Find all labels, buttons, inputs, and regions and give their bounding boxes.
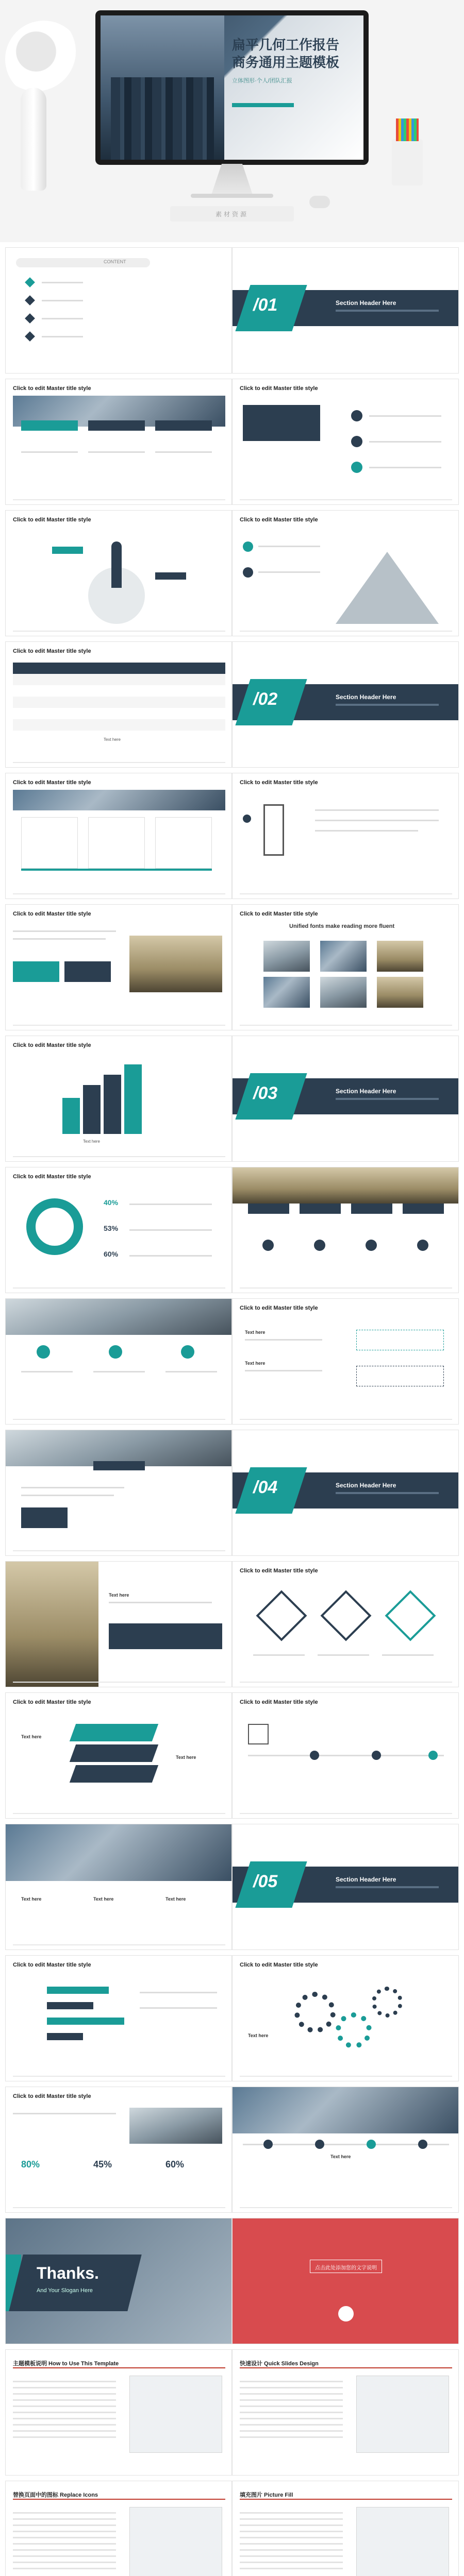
slide-photo-boxes [5,379,232,505]
city-photo [101,15,224,160]
slide-building-split [5,1561,232,1687]
text-here: Text here [83,1139,100,1144]
keyboard [170,206,294,222]
percent-value: 45% [93,2159,112,2170]
text-here: Text here [21,1734,42,1739]
slide-title: Click to edit Master title style [240,517,318,523]
cover-title-line2: 商务通用主题模板 [232,55,340,70]
text-here: Text here [109,1592,129,1598]
thanks-slogan: And Your Slogan Here [37,2287,93,2294]
slide-three-percents [5,2087,232,2213]
text-here: Text here [176,1755,196,1760]
slide-title: Click to edit Master title style [13,385,91,392]
guide-title: 填充图片 Picture Fill [240,2492,293,2498]
slide-thanks [5,2218,232,2344]
slide-door-figure [232,773,459,899]
slide-callouts [232,1298,459,1425]
slide-title: Click to edit Master title style [240,1305,318,1311]
slide-title: Click to edit Master title style [13,1699,91,1705]
text-here: Text here [330,2154,351,2159]
guide-quick-design [232,2349,459,2476]
slide-winter-photo [5,1430,232,1556]
slide-chart-photo [5,904,232,1030]
info-icon [338,2306,354,2321]
slide-percent-ring [5,1167,232,1293]
section-number: /03 [253,1083,278,1103]
slide-title: Click to edit Master title style [240,1699,318,1705]
vase-decoration [21,88,46,191]
slide-section-03 [232,1036,459,1162]
section-header: Section Header Here [336,299,396,307]
red-slide-text: 点击此处添加您的文字说明 [315,2265,377,2271]
section-header: Section Header Here [336,1876,396,1883]
guide-replace-icons [5,2481,232,2576]
cover-subtitle: 立体图形·个人/团队汇报 [232,78,292,84]
text-here: Text here [165,1896,186,1902]
slide-title: Click to edit Master title style [240,779,318,786]
slide-title: Click to edit Master title style [13,1042,91,1048]
slide-title: Click to edit Master title style [240,385,318,392]
mouse [309,196,330,208]
slide-title: Click to edit Master title style [13,779,91,786]
guide-title: 替换页面中的图标 Replace Icons [13,2492,98,2498]
slide-title: Click to edit Master title style [13,517,91,523]
slide-building-circles [5,1298,232,1425]
percent-value: 60% [104,1250,119,1258]
pencil-cup [392,139,423,185]
guide-title: 快速设计 Quick Slides Design [240,2361,319,2367]
slide-section-04 [232,1430,459,1556]
slide-icon-list [232,379,459,505]
section-header: Section Header Here [336,1482,396,1489]
text-here: Text here [21,1896,42,1902]
monitor-mockup [95,10,369,165]
slide-process-photo [232,2087,459,2213]
guide-picture-fill [232,2481,459,2576]
slide-unified-fonts [232,904,459,1030]
percent-value: 80% [21,2159,40,2170]
contents-label: CONTENT [104,259,126,264]
guide-how-to-use [5,2349,232,2476]
section-header: Section Header Here [336,1088,396,1095]
slide-contents [5,247,232,374]
slide-title: Click to edit Master title style [13,648,91,654]
slide-title: Click to edit Master title style [240,911,318,917]
section-number: /04 [253,1478,278,1497]
slide-red-notice [232,2218,459,2344]
slide-title: Click to edit Master title style [13,911,91,917]
slide-gears [232,1955,459,2081]
slide-diamonds [232,1561,459,1687]
slide-mountain [232,510,459,636]
slide-section-02 [232,641,459,768]
slide-title: Click to edit Master title style [13,1174,91,1180]
text-here: Text here [248,2033,269,2038]
percent-value: 60% [165,2159,185,2170]
unified-fonts-heading: Unified fonts make reading more fluent [289,923,395,929]
cover-slide-preview [101,15,363,160]
monitor-stand [211,164,253,195]
plant-decoration [5,21,82,98]
slide-title: Click to edit Master title style [240,1962,318,1968]
text-here: Text here [245,1361,266,1366]
slide-title: Click to edit Master title style [240,1568,318,1574]
slide-title: Click to edit Master title style [13,2093,91,2099]
guide-title: 主题模板说明 How to Use This Template [13,2361,119,2367]
text-here: Text here [104,737,121,742]
slide-arrows [5,1036,232,1162]
keyboard-text: 素材资源 [215,211,248,218]
slide-three-cards [5,773,232,899]
monitor-base [191,194,273,198]
slide-layers [5,1692,232,1819]
slide-progress-bars [5,1955,232,2081]
section-number: /05 [253,1872,278,1891]
section-number: /01 [253,295,278,315]
cover-title-line1: 扁平几何工作报告 [232,37,340,53]
slide-table [5,641,232,768]
text-here: Text here [245,1330,266,1335]
slide-section-01 [232,247,459,374]
hero-cover [0,0,464,242]
slide-four-photos [232,1167,459,1293]
section-header: Section Header Here [336,693,396,701]
slide-timeline-icons [232,1692,459,1819]
text-here: Text here [93,1896,114,1902]
thanks-title: Thanks. [37,2264,99,2282]
slide-sky-photo [5,1824,232,1950]
section-number: /02 [253,689,278,709]
percent-value: 53% [104,1224,119,1232]
percent-value: 40% [104,1198,119,1207]
cover-accent-bar [232,103,294,107]
slide-rocket [5,510,232,636]
slide-section-05 [232,1824,459,1950]
slide-title: Click to edit Master title style [13,1962,91,1968]
